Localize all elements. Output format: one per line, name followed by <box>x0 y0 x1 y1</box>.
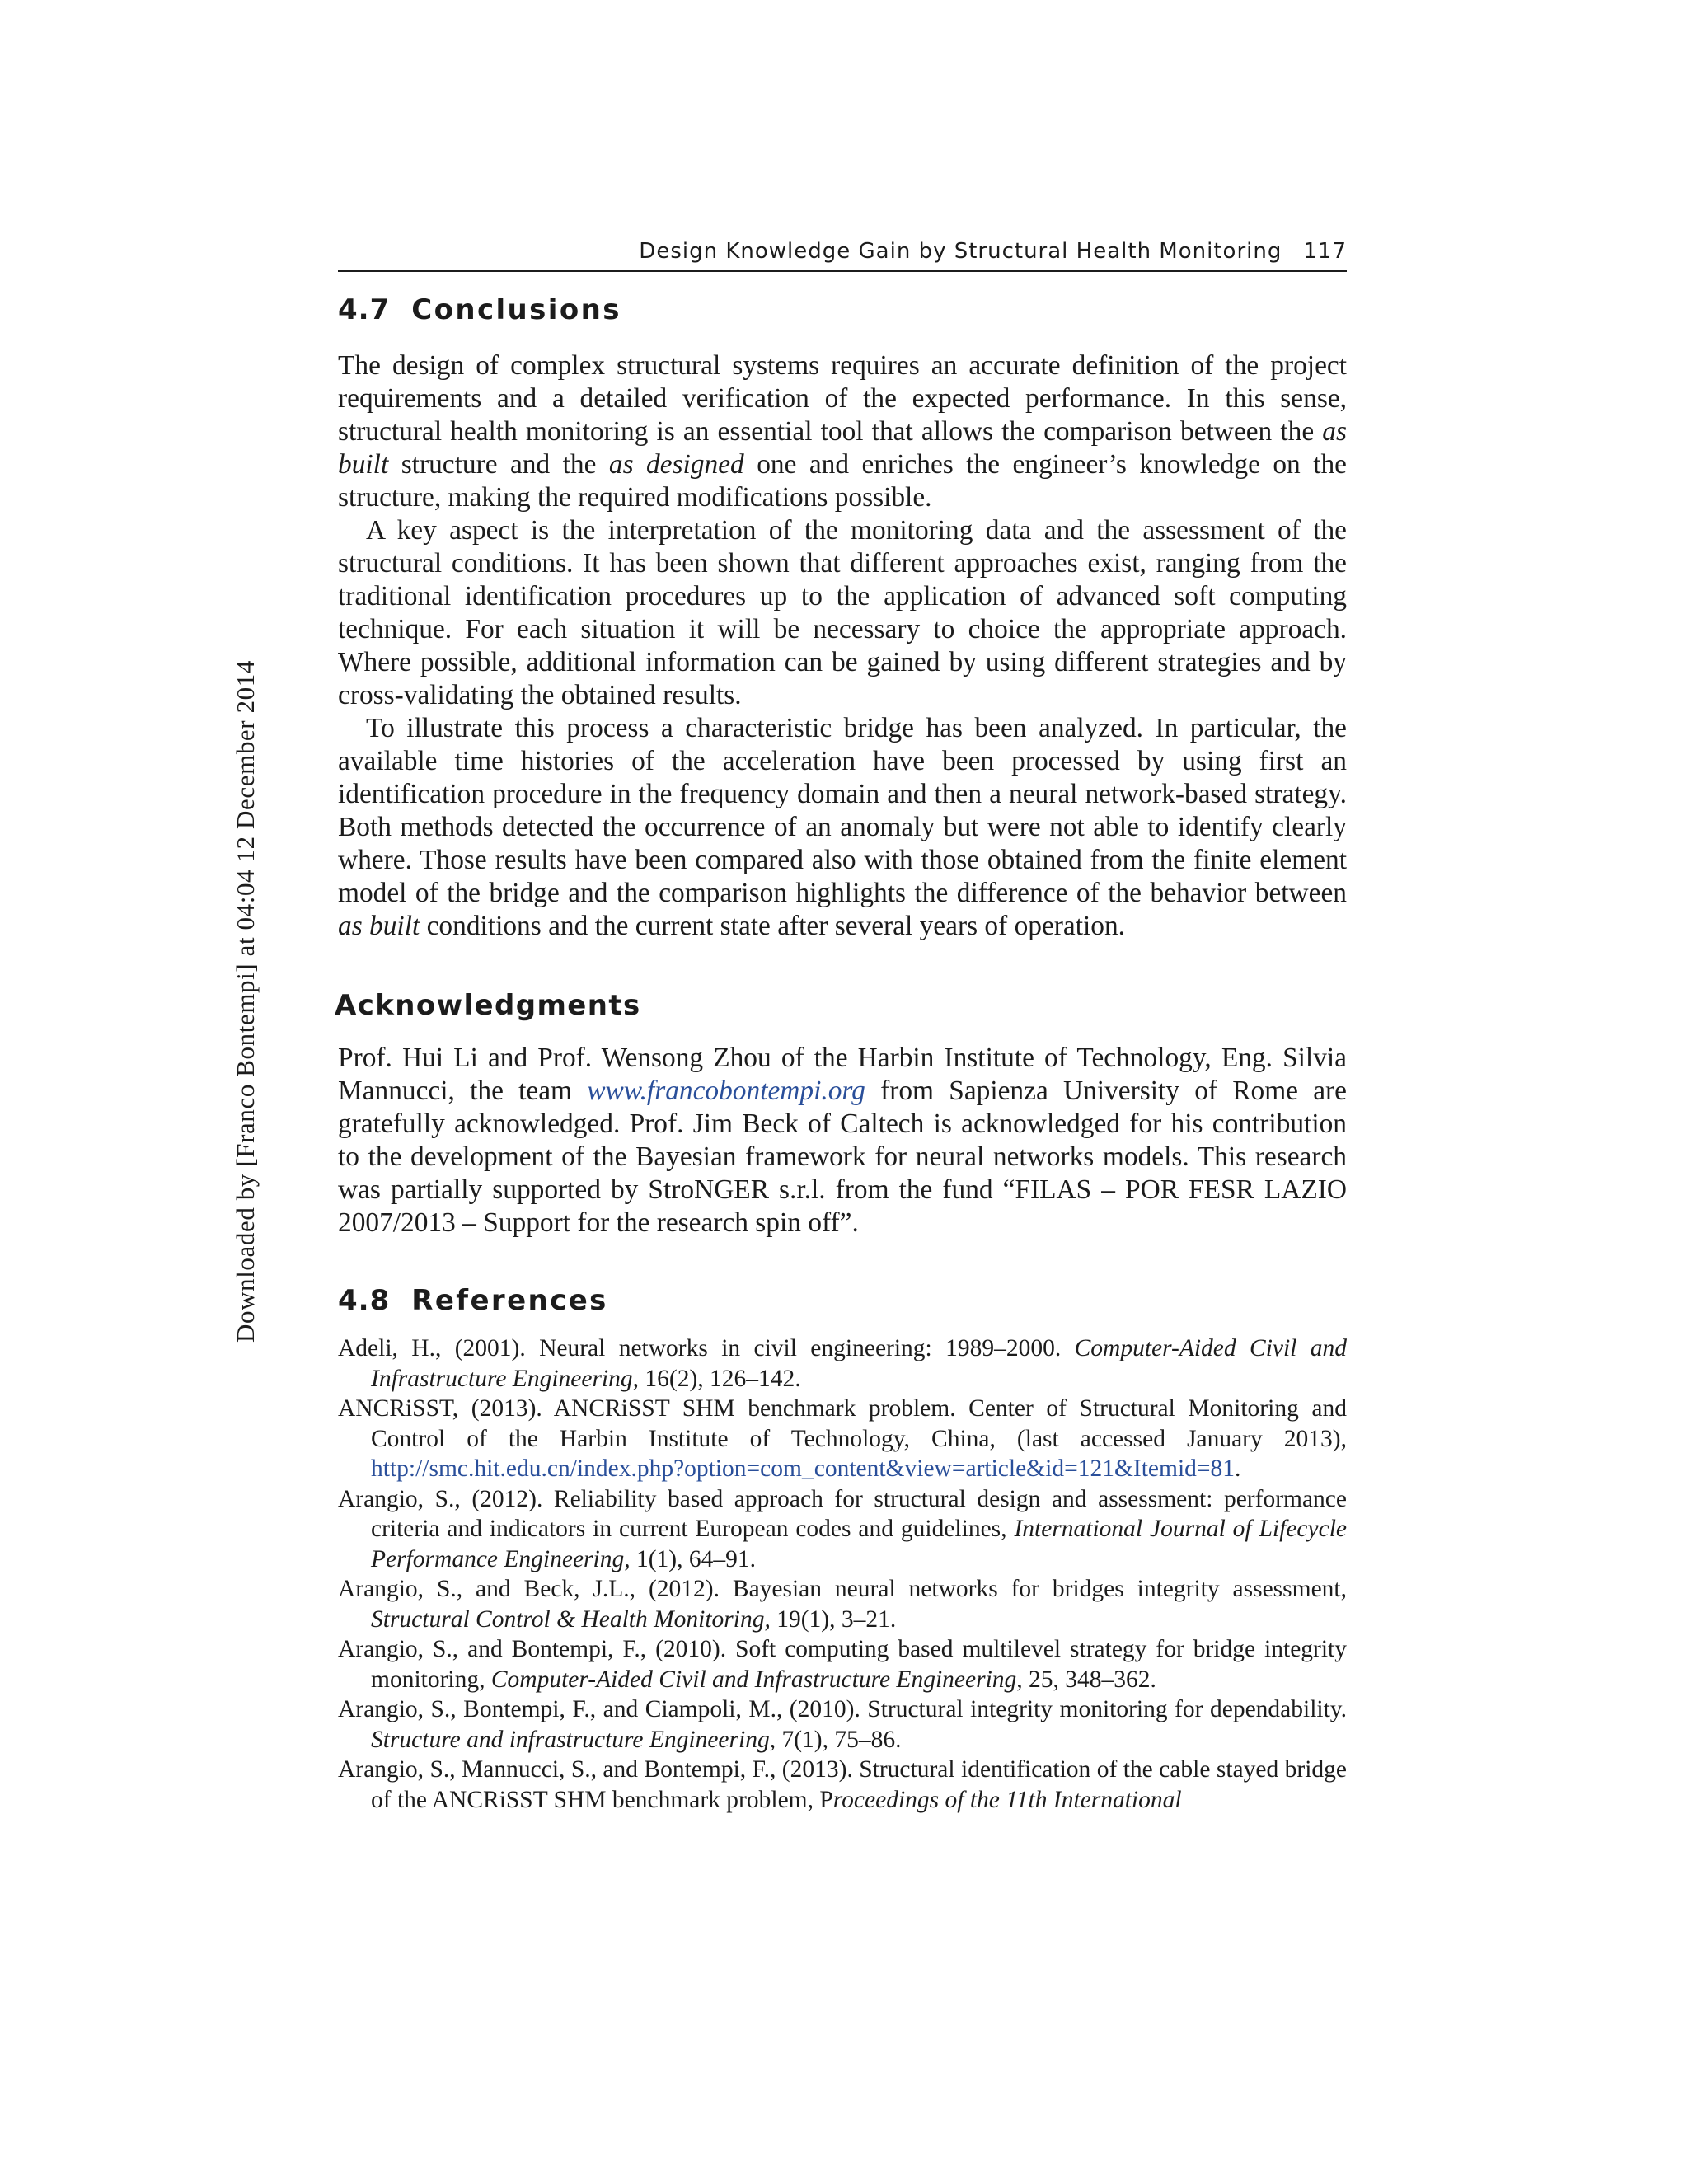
conclusions-paragraph-3: To illustrate this process a characteristic bridge has been analyzed. In particular, the available time histories of the acceleration have been processed by using first an identification procedure in the frequency domain and then a neural network-based strategy. Both methods detected the occurrence of an anomaly but were not able to identify clearly where. Those results have been compared also with those obtained from the finite element model of the bridge and the comparison highlights the difference of the behavior between as built conditions and the current state after several years of operation. <box>338 713 1347 941</box>
download-watermark: Downloaded by [Franco Bontempi] at 04:04 12 December 2014 <box>231 660 260 1343</box>
conclusions-paragraph-1: The design of complex structural systems requires an accurate definition of the project requirements and a detailed verification of the expected performance. In this sense, structural health monitoring is an essential tool that allows the comparison between the as built structure and the as designed one and enriches the engineer’s knowledge on the structure, making the required modifications possible. <box>338 350 1347 513</box>
reference-item: Arangio, S., Mannucci, S., and Bontempi, F., (2013). Structural identification of the cable stayed bridge of the ANCRiSST SHM benchmark problem, Proceedings of the 11th International <box>338 1756 1347 1813</box>
reference-item: Arangio, S., (2012). Reliability based approach for structural design and assessment: performance criteria and indicators in current European codes and guidelines, International Journal of Lifecycle Performance Engineering, 1(1), 64–91. <box>338 1485 1347 1572</box>
francobontempi-link[interactable]: www.francobontempi.org <box>587 1076 865 1106</box>
section-number: 4.8 <box>338 1284 391 1317</box>
section-title: References <box>411 1284 608 1317</box>
reference-item: ANCRiSST, (2013). ANCRiSST SHM benchmark problem. Center of Structural Monitoring and Control of the Harbin Institute of Technology, China, (last accessed January 2013), http://smc.hit.edu.cn/index.php?option=com_content&view=article&id=121&Itemid=81. <box>338 1395 1347 1482</box>
section-title: Conclusions <box>411 293 621 326</box>
running-head <box>338 239 1347 272</box>
reference-item: Arangio, S., Bontempi, F., and Ciampoli, M., (2010). Structural integrity monitoring for dependability. Structure and infrastructure Engineering, 7(1), 75–86. <box>338 1696 1347 1753</box>
italic-as-designed: as designed <box>608 449 744 480</box>
section-heading-conclusions <box>338 293 1347 326</box>
page-content <box>335 239 1347 1815</box>
section-heading-acknowledgments: Acknowledgments <box>335 989 641 1022</box>
conclusions-paragraph-2: A key aspect is the interpretation of the monitoring data and the assessment of the structural conditions. It has been shown that different approaches exist, ranging from the traditional identification procedures up to the application of advanced soft computing technique. For each situation it will be necessary to choice the appropriate approach. Where possible, additional information can be gained by using different strategies and by cross-validating the obtained results. <box>338 515 1347 710</box>
running-head-title: Design Knowledge Gain by Structural Health Monitoring <box>639 239 1282 264</box>
reference-item: Adeli, H., (2001). Neural networks in civil engineering: 1989–2000. Computer-Aided Civil and Infrastructure Engineering, 16(2), 126–142. <box>338 1335 1347 1392</box>
acknowledgments-paragraph: Prof. Hui Li and Prof. Wensong Zhou of the Harbin Institute of Technology, Eng. Silvia Mannucci, the team www.francobontempi.org from Sapienza University of Rome are gratefully acknowledged. Prof. Jim Beck of Caltech is acknowledged for his contribution to the development of the Bayesian framework for neural networks models. This research was partially supported by StroNGER s.r.l. from the fund “FILAS – POR FESR LAZIO 2007/2013 – Support for the research spin off”. <box>338 1043 1347 1238</box>
section-number: 4.7 <box>338 293 391 326</box>
italic-as-built: as built <box>338 911 420 941</box>
reference-item: Arangio, S., and Beck, J.L., (2012). Bayesian neural networks for bridges integrity assessment, Structural Control & Health Monitoring, 19(1), 3–21. <box>338 1576 1347 1633</box>
ancrisst-url-link[interactable]: http://smc.hit.edu.cn/index.php?option=com_content&view=article&id=121&Itemid=81 <box>371 1455 1236 1482</box>
section-heading-references <box>338 1284 1347 1317</box>
reference-list <box>338 1333 1347 1815</box>
reference-item: Arangio, S., and Bontempi, F., (2010). Soft computing based multilevel strategy for bridge integrity monitoring, Computer-Aided Civil and Infrastructure Engineering, 25, 348–362. <box>338 1636 1347 1693</box>
page-number: 117 <box>1303 239 1347 264</box>
italic-as-built: as built <box>338 416 1347 480</box>
